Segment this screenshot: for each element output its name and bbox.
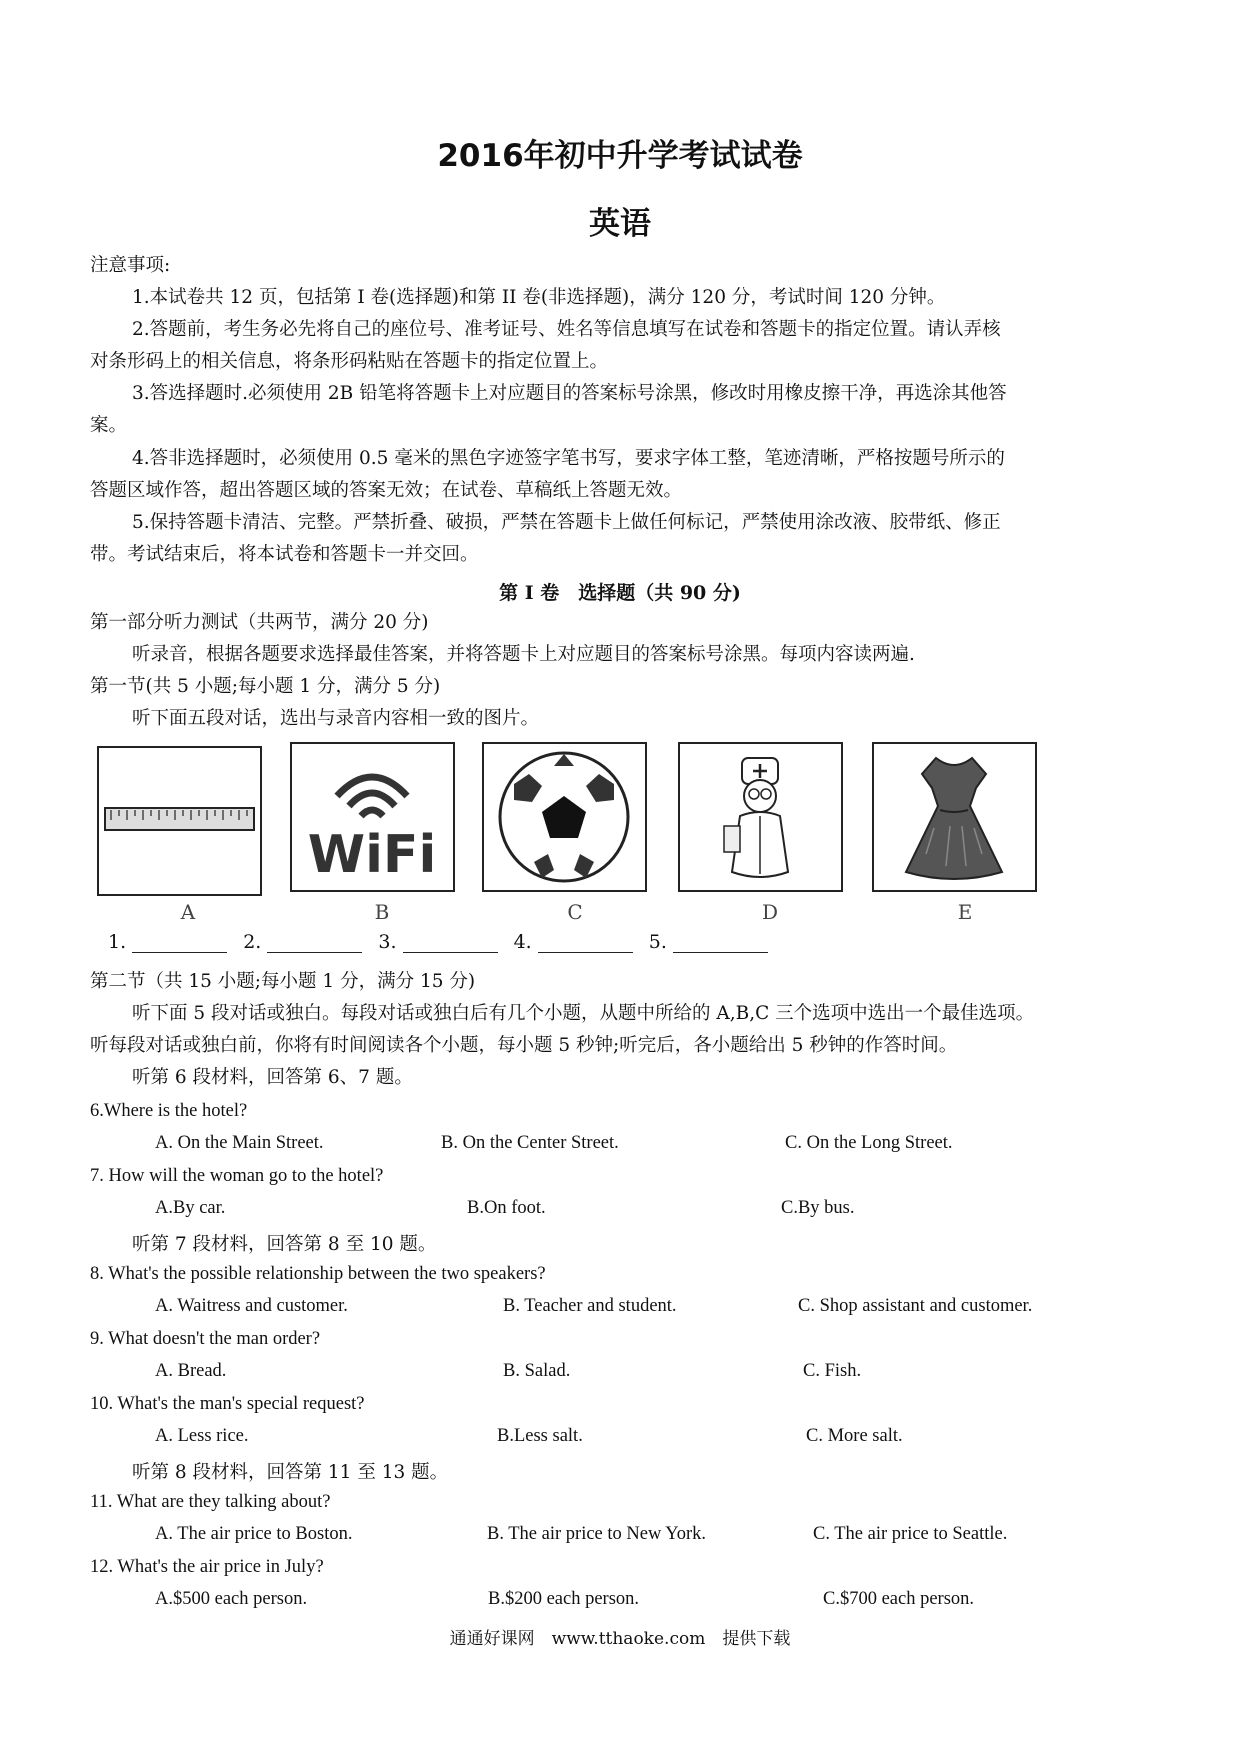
answer-blank-3[interactable] <box>403 930 498 953</box>
sec-2-intro-b: 听每段对话或独白前，你将有时间阅读各个小题，每小题 5 秒钟;听完后，各小题给出 5 秒钟的作答时间。 <box>90 1035 958 1056</box>
sec-1-intro: 听下面五段对话，选出与录音内容相一致的图片。 <box>132 708 540 729</box>
note-2b: 对条形码上的相关信息，将条形码粘贴在答题卡的指定位置上。 <box>90 351 609 372</box>
sec-2-intro-a: 听下面 5 段对话或独白。每段对话或独白后有几个小题，从题中所给的 A,B,C 三个选项中选出一个最佳选项。 <box>132 1003 1035 1024</box>
q10-option-a[interactable]: A. Less rice. <box>155 1426 249 1446</box>
question-11: 11. What are they talking about? <box>90 1492 331 1512</box>
picture-d <box>678 742 843 892</box>
sec-1-title: 第一节(共 5 小题;每小题 1 分，满分 5 分) <box>90 676 441 697</box>
picture-label-b: B <box>374 900 390 924</box>
blank-label-5: 5. <box>648 931 667 953</box>
material-8: 听第 8 段材料，回答第 11 至 13 题。 <box>132 1462 449 1483</box>
picture-b <box>290 742 455 892</box>
q7-option-b[interactable]: B.On foot. <box>467 1198 546 1218</box>
note-5b: 带。考试结束后，将本试卷和答题卡一并交回。 <box>90 544 479 565</box>
answer-blank-1[interactable] <box>132 930 227 953</box>
blank-label-4: 4. <box>513 931 532 953</box>
q6-option-b[interactable]: B. On the Center Street. <box>441 1133 619 1153</box>
q11-option-a[interactable]: A. The air price to Boston. <box>155 1524 353 1544</box>
dress-icon <box>874 744 1035 890</box>
picture-label-a: A <box>180 900 196 924</box>
note-1: 1.本试卷共 12 页，包括第 I 卷(选择题)和第 II 卷(非选择题)，满分 120 分，考试时间 120 分钟。 <box>132 287 946 308</box>
picture-label-c: C <box>567 900 583 924</box>
q12-option-b[interactable]: B.$200 each person. <box>488 1589 640 1609</box>
page-footer: 通通好课网 www.tthaoke.com 提供下载 <box>449 1629 791 1649</box>
question-9: 9. What doesn't the man order? <box>90 1329 321 1349</box>
section-1-heading: 第 I 卷 选择题（共 90 分) <box>499 582 741 604</box>
note-3b: 案。 <box>90 415 128 436</box>
doctor-icon <box>680 744 841 890</box>
q8-option-c[interactable]: C. Shop assistant and customer. <box>798 1296 1033 1316</box>
q10-option-c[interactable]: C. More salt. <box>806 1426 903 1446</box>
note-5a: 5.保持答题卡清洁、完整。严禁折叠、破损，严禁在答题卡上做任何标记，严禁使用涂改液、胶带纸、修正 <box>132 512 1001 533</box>
material-6: 听第 6 段材料，回答第 6、7 题。 <box>132 1067 413 1088</box>
answer-blank-5[interactable] <box>673 930 768 953</box>
picture-label-d: D <box>761 900 779 924</box>
picture-a <box>97 746 262 896</box>
exam-title: 2016年初中升学考试试卷 <box>437 138 803 174</box>
note-4b: 答题区域作答，超出答题区域的答案无效；在试卷、草稿纸上答题无效。 <box>90 480 683 501</box>
question-7: 7. How will the woman go to the hotel? <box>90 1166 384 1186</box>
notes-heading: 注意事项: <box>90 255 171 276</box>
wifi-icon <box>292 744 453 890</box>
q7-option-a[interactable]: A.By car. <box>155 1198 226 1218</box>
q9-option-b[interactable]: B. Salad. <box>503 1361 571 1381</box>
note-4a: 4.答非选择题时，必须使用 0.5 毫米的黑色字迹签字笔书写，要求字体工整，笔迹清晰，严格按题号所示的 <box>132 448 1005 469</box>
question-12: 12. What's the air price in July? <box>90 1557 324 1577</box>
answer-blank-4[interactable] <box>538 930 633 953</box>
question-6: 6.Where is the hotel? <box>90 1101 248 1121</box>
q9-option-a[interactable]: A. Bread. <box>155 1361 227 1381</box>
soccer-ball-icon <box>484 744 645 890</box>
q6-option-c[interactable]: C. On the Long Street. <box>785 1133 953 1153</box>
q9-option-c[interactable]: C. Fish. <box>803 1361 862 1381</box>
note-2a: 2.答题前，考生务必先将自己的座位号、准考证号、姓名等信息填写在试卷和答题卡的指定位置。请认弄核 <box>132 319 1001 340</box>
question-8: 8. What's the possible relationship between the two speakers? <box>90 1264 546 1284</box>
blank-label-2: 2. <box>243 931 262 953</box>
blank-label-1: 1. <box>108 931 127 953</box>
note-3a: 3.答选择题时.必须使用 2B 铅笔将答题卡上对应题目的答案标号涂黑，修改时用橡皮擦干净，再选涂其他答 <box>132 383 1007 404</box>
q12-option-c[interactable]: C.$700 each person. <box>823 1589 975 1609</box>
q6-option-a[interactable]: A. On the Main Street. <box>155 1133 324 1153</box>
q8-option-b[interactable]: B. Teacher and student. <box>503 1296 677 1316</box>
picture-label-e: E <box>957 900 973 924</box>
q11-option-b[interactable]: B. The air price to New York. <box>487 1524 707 1544</box>
picture-c <box>482 742 647 892</box>
subject-title: 英语 <box>589 206 651 242</box>
ruler-icon <box>99 748 260 894</box>
part-1-intro: 听录音，根据各题要求选择最佳答案，并将答题卡上对应题目的答案标号涂黑。每项内容读两遍. <box>132 644 915 665</box>
q7-option-c[interactable]: C.By bus. <box>781 1198 855 1218</box>
answer-blank-2[interactable] <box>267 930 362 953</box>
svg-text:WiFi: WiFi <box>307 825 437 885</box>
q10-option-b[interactable]: B.Less salt. <box>497 1426 583 1446</box>
part-1-title: 第一部分听力测试（共两节，满分 20 分) <box>90 612 429 633</box>
q8-option-a[interactable]: A. Waitress and customer. <box>155 1296 348 1316</box>
answer-blanks <box>108 930 778 953</box>
sec-2-title: 第二节（共 15 小题;每小题 1 分，满分 15 分) <box>90 971 476 992</box>
blank-label-3: 3. <box>378 931 397 953</box>
material-7: 听第 7 段材料，回答第 8 至 10 题。 <box>132 1234 437 1255</box>
picture-e <box>872 742 1037 892</box>
q11-option-c[interactable]: C. The air price to Seattle. <box>813 1524 1008 1544</box>
q12-option-a[interactable]: A.$500 each person. <box>155 1589 308 1609</box>
question-10: 10. What's the man's special request? <box>90 1394 365 1414</box>
